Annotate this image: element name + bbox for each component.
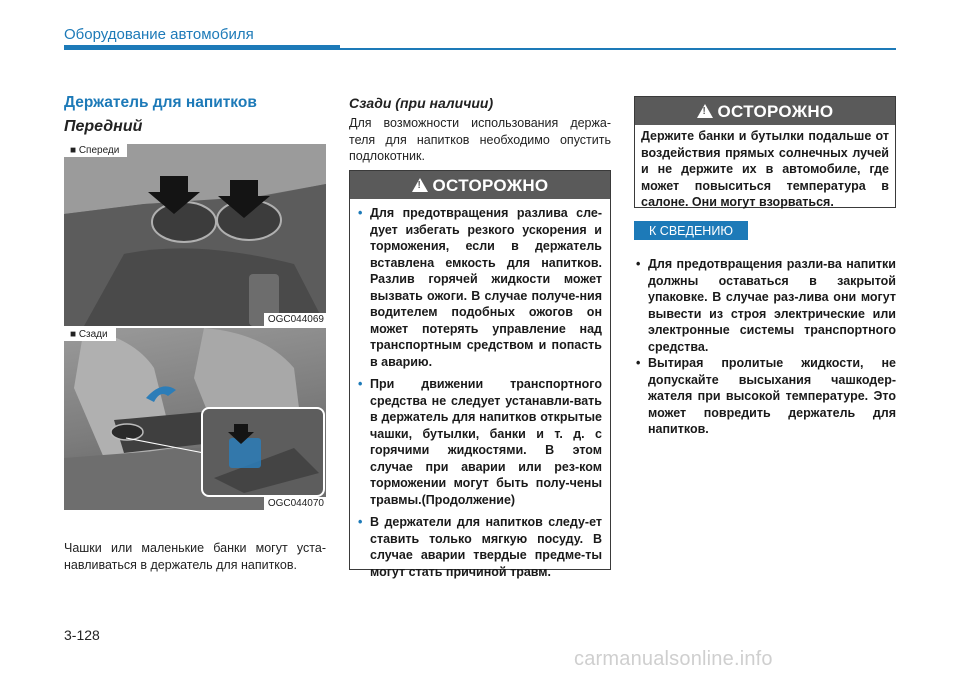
warning-list-1 — [350, 199, 610, 580]
front-subtitle: Передний — [64, 118, 143, 135]
warning-heading-2: ОСТОРОЖНО — [717, 102, 834, 121]
rear-subtitle: Сзади (при наличии) — [349, 95, 494, 111]
warning-header-2 — [635, 97, 895, 125]
list-item-text: В держатели для напитков следу-ет ставить только мягкую посуду. В случае аварии твердые предме-ты могут стать причиной травм. — [370, 515, 602, 579]
note-list — [634, 256, 896, 438]
warning-box-1 — [349, 170, 611, 579]
note-badge: К СВЕДЕНИЮ — [634, 221, 748, 240]
list-item — [358, 514, 602, 580]
warning-text-2: Держите банки и бутылки подальше от воздействия прямых солнечных лучей и не держите их в автомобиле, где может повыситься температура в салоне. Они могут взорваться. — [641, 129, 889, 209]
list-item — [358, 376, 602, 508]
chapter-title: Оборудование автомобиля — [64, 26, 254, 43]
warning-box-2 — [634, 96, 896, 208]
photo-code-rear: OGC044070 — [264, 497, 326, 510]
photo-label-front: ■ Спереди — [64, 144, 127, 157]
watermark: carmanualsonline.info — [574, 648, 773, 670]
photo-code-front: OGC044069 — [264, 313, 326, 326]
rear-description: Для возможности использования держа-теля для напитков необходимо опустить подлокотник. — [349, 116, 611, 163]
list-item-text: Для предотвращения разлива сле-дует избегать резкого ускорения и торможения, если в держатель вставлена емкость для напитков. Разлив горячей жидкости может вызвать ожоги. В случае получе-ния водителем подобных ожогов он может потерять управление над транспортным средством и попасть в аварию. — [370, 206, 602, 369]
bullet-icon: • — [636, 356, 641, 370]
warning-header-1 — [350, 171, 610, 199]
front-caption: Чашки или маленькие банки могут уста-навливаться в держатель для напитков. — [64, 541, 326, 572]
warning-triangle-icon — [697, 104, 713, 118]
list-item-text: Вытирая пролитые жидкости, не допускайте высыхания чашкодер-жателя при высокой температуре. Это может повредить держатель для напитков. — [648, 356, 896, 436]
list-item-text: При движении транспортного средства не следует устанавли-вать в держатель для напитков открытые чашки, бутылки, банки и т. д. с горячими жидкостями. В этом случае при аварии или рез-ком торможении могут быть полу-чены травмы.(Продолжение) — [370, 377, 602, 507]
list-item — [358, 205, 602, 370]
bullet-icon: • — [358, 377, 363, 391]
header-rule-thick — [64, 45, 340, 50]
bullet-icon: • — [358, 206, 363, 220]
rear-cupholder-photo — [64, 328, 326, 510]
photo-label-rear: ■ Сзади — [64, 328, 116, 341]
page-number: 3-128 — [64, 627, 100, 643]
list-item — [634, 355, 896, 438]
warning-triangle-icon — [412, 178, 428, 192]
bullet-icon: • — [358, 515, 363, 529]
header-rule-thin — [340, 48, 896, 50]
list-item-text: Для предотвращения разли-ва напитки должны оставаться в закрытой упаковке. В случае раз-лива они могут вывести из строя электрические или электронные системы транспортного средства. — [648, 257, 896, 354]
list-item — [634, 256, 896, 355]
bullet-icon: • — [636, 257, 641, 271]
section-title: Держатель для напитков — [64, 94, 257, 111]
front-cupholder-photo — [64, 144, 326, 326]
warning-heading-1: ОСТОРОЖНО — [432, 176, 549, 195]
